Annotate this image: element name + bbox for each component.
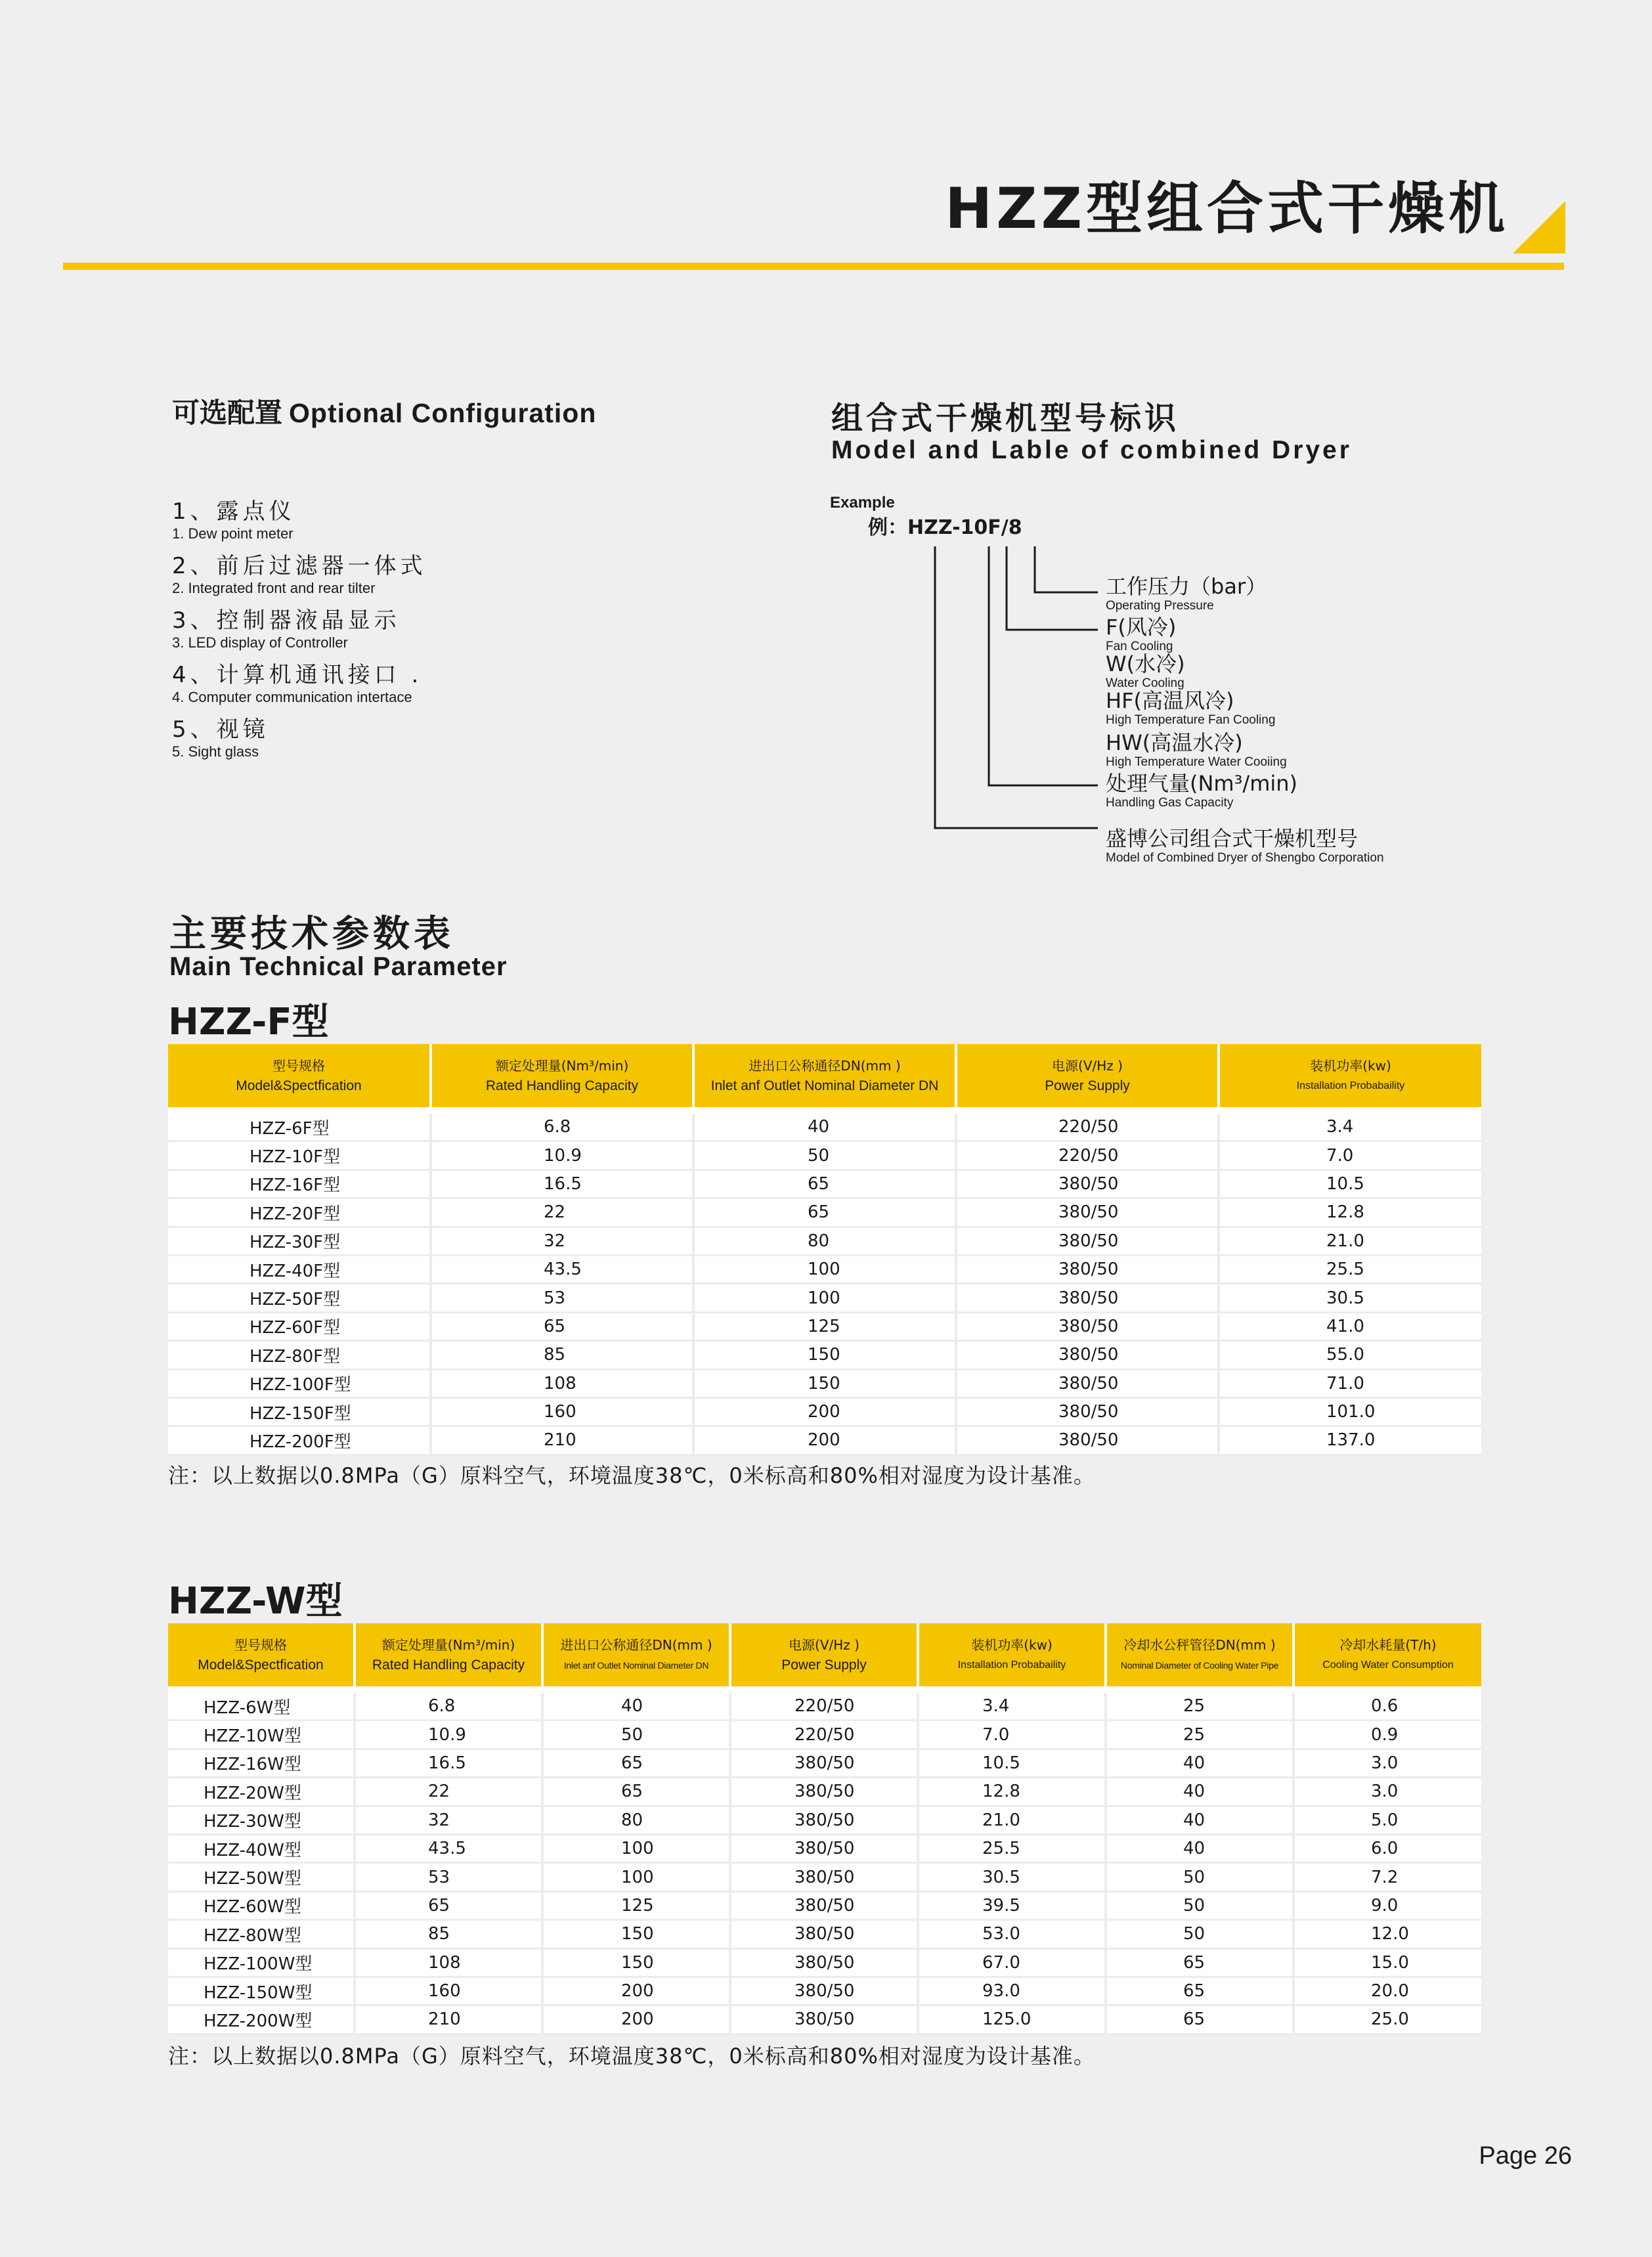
table-cell: 40 xyxy=(1106,1778,1293,1806)
example-label: Example xyxy=(830,494,895,512)
table-cell: 50 xyxy=(1106,1863,1293,1891)
table-f-title: HZZ-F型 xyxy=(168,1001,329,1043)
table-cell: 100 xyxy=(693,1255,956,1283)
table-cell: 30.5 xyxy=(918,1863,1106,1891)
table-cell: 100 xyxy=(542,1863,730,1891)
col-header-model: 型号规格 Model&Spectfication xyxy=(168,1623,355,1690)
table-cell: 65 xyxy=(1106,1948,1293,1977)
table-cell: 80 xyxy=(542,1806,730,1834)
table-cell: HZZ-6F型 xyxy=(168,1110,431,1141)
label-water-cooling: W(水冷) Water Cooling xyxy=(1106,651,1185,690)
hzz-f-table xyxy=(168,1044,1481,1456)
table-cell: HZZ-16W型 xyxy=(168,1749,355,1777)
table-cell: 380/50 xyxy=(956,1397,1219,1426)
table-cell: 380/50 xyxy=(956,1284,1219,1312)
table-cell: 12.8 xyxy=(918,1778,1106,1806)
option-en: 3. LED display of Controller xyxy=(172,634,348,651)
table-row xyxy=(168,1863,1481,1891)
table-cell: HZZ-150W型 xyxy=(168,1977,355,2005)
table-cell: HZZ-16F型 xyxy=(168,1170,431,1198)
table-cell: 160 xyxy=(431,1397,693,1426)
table-cell: 380/50 xyxy=(956,1198,1219,1227)
table-cell: 125 xyxy=(542,1891,730,1919)
table-cell: HZZ-50W型 xyxy=(168,1863,355,1891)
table-cell: 150 xyxy=(542,1948,730,1977)
table-cell: 3.0 xyxy=(1293,1749,1481,1777)
table-cell: 25 xyxy=(1106,1720,1293,1749)
table-row xyxy=(168,1948,1481,1977)
table-cell: 6.8 xyxy=(431,1110,693,1141)
table-cell: 380/50 xyxy=(956,1227,1219,1255)
table-cell: 85 xyxy=(355,1920,542,1948)
table-cell: 0.9 xyxy=(1293,1720,1481,1749)
table-cell: 380/50 xyxy=(956,1255,1219,1283)
table-cell: 40 xyxy=(542,1690,730,1720)
table-cell: 7.0 xyxy=(1219,1141,1481,1170)
table-row xyxy=(168,1170,1481,1198)
table-cell: 12.8 xyxy=(1219,1198,1481,1227)
table-cell: HZZ-100W型 xyxy=(168,1948,355,1977)
table-cell: HZZ-150F型 xyxy=(168,1397,431,1426)
table-cell: 10.9 xyxy=(355,1720,542,1749)
table-row xyxy=(168,2005,1481,2034)
table-cell: 93.0 xyxy=(918,1977,1106,2005)
table-w-note: 注：以上数据以0.8MPa（G）原料空气，环境温度38℃，0米标高和80%相对湿度为设计基准。 xyxy=(168,2044,1095,2069)
label-high-temp-fan-cooling: HF(高温风冷) High Temperature Fan Cooling xyxy=(1106,688,1276,727)
col-header-installed-power: 装机功率(kw) Installation Probabaility xyxy=(1219,1044,1481,1110)
label-fan-cooling: F(风冷) Fan Cooling xyxy=(1106,615,1177,653)
table-cell: 80 xyxy=(693,1227,956,1255)
table-cell: 380/50 xyxy=(730,2005,918,2034)
table-cell: HZZ-100F型 xyxy=(168,1369,431,1397)
table-header-row xyxy=(168,1623,1481,1690)
table-cell: 101.0 xyxy=(1219,1397,1481,1426)
table-cell: 200 xyxy=(693,1397,956,1426)
table-cell: 65 xyxy=(542,1778,730,1806)
table-f-note: 注：以上数据以0.8MPa（G）原料空气，环境温度38℃，0米标高和80%相对湿度为设计基准。 xyxy=(168,1463,1095,1488)
table-cell: 9.0 xyxy=(1293,1891,1481,1919)
col-header-capacity: 额定处理量(Nm³/min) Rated Handling Capacity xyxy=(431,1044,693,1110)
table-cell: 65 xyxy=(542,1749,730,1777)
option-cn: 2、前后过滤器一体式 xyxy=(172,553,427,579)
table-cell: 53 xyxy=(355,1863,542,1891)
col-header-cooling-pipe-diameter: 冷却水公秤管径DN(mm ) Nominal Diameter of Cooling Water Pipe xyxy=(1106,1623,1293,1690)
col-header-diameter: 进出口公称通径DN(mm ) Inlet anf Outlet Nominal Diameter DN xyxy=(542,1623,730,1690)
col-header-model: 型号规格 Model&Spectfication xyxy=(168,1044,431,1110)
table-cell: 220/50 xyxy=(956,1141,1219,1170)
option-cn: 4、计算机通讯接口 . xyxy=(172,662,423,688)
hzz-w-table xyxy=(168,1623,1481,2035)
page-title: HZZ型组合式干燥机 xyxy=(945,176,1509,242)
table-cell: 380/50 xyxy=(730,1834,918,1862)
table-row xyxy=(168,1977,1481,2005)
table-cell: 210 xyxy=(431,1426,693,1455)
table-cell: 55.0 xyxy=(1219,1341,1481,1369)
table-cell: 380/50 xyxy=(730,1977,918,2005)
table-cell: 16.5 xyxy=(355,1749,542,1777)
label-operating-pressure: 工作压力（bar） Operating Pressure xyxy=(1106,574,1267,613)
table-row xyxy=(168,1720,1481,1749)
table-cell: 10.5 xyxy=(1219,1170,1481,1198)
table-f-body xyxy=(168,1110,1481,1455)
model-label-title-en: Model and Lable of combined Dryer xyxy=(831,436,1352,464)
table-cell: 32 xyxy=(431,1227,693,1255)
table-cell: 3.4 xyxy=(1219,1110,1481,1141)
table-cell: 7.0 xyxy=(918,1720,1106,1749)
table-cell: 200 xyxy=(542,1977,730,2005)
table-header-row xyxy=(168,1044,1481,1110)
table-row xyxy=(168,1426,1481,1455)
table-row xyxy=(168,1198,1481,1227)
table-cell: HZZ-6W型 xyxy=(168,1690,355,1720)
table-cell: 150 xyxy=(693,1369,956,1397)
option-en: 2. Integrated front and rear tilter xyxy=(172,580,376,596)
table-cell: HZZ-50F型 xyxy=(168,1284,431,1312)
table-cell: 21.0 xyxy=(918,1806,1106,1834)
table-cell: 65 xyxy=(693,1170,956,1198)
optional-config-title-cn: 可选配置 xyxy=(172,397,283,429)
table-cell: 380/50 xyxy=(730,1891,918,1919)
table-cell: 32 xyxy=(355,1806,542,1834)
table-cell: HZZ-30F型 xyxy=(168,1227,431,1255)
table-cell: HZZ-80W型 xyxy=(168,1920,355,1948)
table-cell: HZZ-80F型 xyxy=(168,1341,431,1369)
table-cell: 50 xyxy=(542,1720,730,1749)
table-row xyxy=(168,1834,1481,1862)
table-cell: 25 xyxy=(1106,1690,1293,1720)
table-cell: 40 xyxy=(1106,1834,1293,1862)
table-cell: 220/50 xyxy=(730,1690,918,1720)
table-cell: 67.0 xyxy=(918,1948,1106,1977)
table-cell: 125.0 xyxy=(918,2005,1106,2034)
option-en: 4. Computer communication intertace xyxy=(172,689,412,705)
table-row xyxy=(168,1749,1481,1777)
table-cell: 22 xyxy=(355,1778,542,1806)
table-cell: 380/50 xyxy=(956,1312,1219,1340)
table-cell: 210 xyxy=(355,2005,542,2034)
table-cell: HZZ-30W型 xyxy=(168,1806,355,1834)
table-cell: 3.4 xyxy=(918,1690,1106,1720)
col-header-cooling-water-consumption: 冷却水耗量(T/h) Cooling Water Consumption xyxy=(1293,1623,1481,1690)
table-cell: 220/50 xyxy=(956,1110,1219,1141)
main-parameter-title-cn: 主要技术参数表 xyxy=(169,913,454,955)
table-cell: 40 xyxy=(1106,1749,1293,1777)
table-cell: 108 xyxy=(355,1948,542,1977)
table-row xyxy=(168,1341,1481,1369)
table-cell: HZZ-10W型 xyxy=(168,1720,355,1749)
table-cell: 5.0 xyxy=(1293,1806,1481,1834)
table-cell: 220/50 xyxy=(730,1720,918,1749)
option-cn: 5、视镜 xyxy=(172,716,269,743)
table-cell: 85 xyxy=(431,1341,693,1369)
table-cell: 380/50 xyxy=(730,1806,918,1834)
table-cell: 39.5 xyxy=(918,1891,1106,1919)
table-cell: 41.0 xyxy=(1219,1312,1481,1340)
main-parameter-title-en: Main Technical Parameter xyxy=(169,952,508,981)
optional-config-title-en: Optional Configuration xyxy=(289,398,597,428)
table-cell: 108 xyxy=(431,1369,693,1397)
table-cell: 40 xyxy=(693,1110,956,1141)
table-cell: 50 xyxy=(1106,1891,1293,1919)
table-cell: 380/50 xyxy=(730,1863,918,1891)
table-cell: 25.0 xyxy=(1293,2005,1481,2034)
table-cell: 50 xyxy=(693,1141,956,1170)
table-cell: 53 xyxy=(431,1284,693,1312)
table-row xyxy=(168,1690,1481,1720)
table-cell: 125 xyxy=(693,1312,956,1340)
label-high-temp-water-cooling: HW(高温水冷) High Temperature Water Cooiing xyxy=(1106,730,1287,769)
table-cell: HZZ-40W型 xyxy=(168,1834,355,1862)
table-cell: 380/50 xyxy=(956,1170,1219,1198)
table-cell: 380/50 xyxy=(730,1948,918,1977)
table-cell: 380/50 xyxy=(956,1369,1219,1397)
table-cell: HZZ-200W型 xyxy=(168,2005,355,2034)
table-cell: 50 xyxy=(1106,1920,1293,1948)
table-cell: 43.5 xyxy=(355,1834,542,1862)
col-header-power-supply: 电源(V/Hz ) Power Supply xyxy=(730,1623,918,1690)
table-cell: HZZ-40F型 xyxy=(168,1255,431,1283)
table-cell: 200 xyxy=(693,1426,956,1455)
table-w-body xyxy=(168,1690,1481,2034)
table-cell: 380/50 xyxy=(730,1920,918,1948)
table-cell: HZZ-60F型 xyxy=(168,1312,431,1340)
table-cell: 20.0 xyxy=(1293,1977,1481,2005)
table-cell: 25.5 xyxy=(918,1834,1106,1862)
table-row xyxy=(168,1920,1481,1948)
model-label-title-cn: 组合式干燥机型号标识 xyxy=(831,400,1180,437)
table-cell: 22 xyxy=(431,1198,693,1227)
option-en: 5. Sight glass xyxy=(172,743,259,760)
table-cell: 160 xyxy=(355,1977,542,2005)
option-en: 1. Dew point meter xyxy=(172,525,293,542)
table-cell: HZZ-60W型 xyxy=(168,1891,355,1919)
table-cell: 10.5 xyxy=(918,1749,1106,1777)
table-cell: 380/50 xyxy=(956,1426,1219,1455)
table-cell: 65 xyxy=(1106,1977,1293,2005)
table-cell: 200 xyxy=(542,2005,730,2034)
col-header-installed-power: 装机功率(kw) Installation Probabaility xyxy=(918,1623,1106,1690)
table-row xyxy=(168,1227,1481,1255)
table-cell: 380/50 xyxy=(956,1341,1219,1369)
label-dryer-model: 盛博公司组合式干燥机型号 Model of Combined Dryer of Shengbo Corporation xyxy=(1106,826,1384,865)
table-cell: HZZ-10F型 xyxy=(168,1141,431,1170)
table-cell: 10.9 xyxy=(431,1141,693,1170)
table-cell: 65 xyxy=(693,1198,956,1227)
table-cell: 40 xyxy=(1106,1806,1293,1834)
table-cell: 25.5 xyxy=(1219,1255,1481,1283)
table-cell: 12.0 xyxy=(1293,1920,1481,1948)
table-cell: 6.0 xyxy=(1293,1834,1481,1862)
table-cell: 16.5 xyxy=(431,1170,693,1198)
table-row xyxy=(168,1397,1481,1426)
table-cell: 43.5 xyxy=(431,1255,693,1283)
table-row xyxy=(168,1806,1481,1834)
table-cell: 65 xyxy=(1106,2005,1293,2034)
table-cell: 30.5 xyxy=(1219,1284,1481,1312)
table-row xyxy=(168,1141,1481,1170)
table-cell: 137.0 xyxy=(1219,1426,1481,1455)
table-w-title: HZZ-W型 xyxy=(168,1580,343,1623)
option-cn: 3、控制器液晶显示 xyxy=(172,607,401,634)
table-cell: 3.0 xyxy=(1293,1778,1481,1806)
table-cell: 0.6 xyxy=(1293,1690,1481,1720)
table-row xyxy=(168,1312,1481,1340)
table-cell: 15.0 xyxy=(1293,1948,1481,1977)
col-header-capacity: 额定处理量(Nm³/min) Rated Handling Capacity xyxy=(355,1623,542,1690)
table-cell: 21.0 xyxy=(1219,1227,1481,1255)
table-cell: HZZ-20W型 xyxy=(168,1778,355,1806)
label-handling-gas-capacity: 处理气量(Nm³/min) Handling Gas Capacity xyxy=(1106,771,1298,810)
example-code: 例：HZZ-10F/8 xyxy=(868,516,1022,539)
table-cell: 71.0 xyxy=(1219,1369,1481,1397)
col-header-diameter: 进出口公称通径DN(mm ) Inlet anf Outlet Nominal Diameter DN xyxy=(693,1044,956,1110)
table-row xyxy=(168,1369,1481,1397)
table-cell: 100 xyxy=(542,1834,730,1862)
table-row xyxy=(168,1891,1481,1919)
table-cell: HZZ-20F型 xyxy=(168,1198,431,1227)
table-cell: 7.2 xyxy=(1293,1863,1481,1891)
table-row xyxy=(168,1255,1481,1283)
table-row xyxy=(168,1284,1481,1312)
page-number: Page 26 xyxy=(1479,2142,1572,2170)
table-cell: HZZ-200F型 xyxy=(168,1426,431,1455)
option-cn: 1、露点仪 xyxy=(172,498,295,525)
table-cell: 53.0 xyxy=(918,1920,1106,1948)
table-cell: 150 xyxy=(542,1920,730,1948)
table-cell: 380/50 xyxy=(730,1749,918,1777)
table-cell: 6.8 xyxy=(355,1690,542,1720)
table-cell: 100 xyxy=(693,1284,956,1312)
table-cell: 65 xyxy=(355,1891,542,1919)
table-cell: 380/50 xyxy=(730,1778,918,1806)
table-row xyxy=(168,1778,1481,1806)
table-row xyxy=(168,1110,1481,1141)
table-cell: 65 xyxy=(431,1312,693,1340)
col-header-power-supply: 电源(V/Hz ) Power Supply xyxy=(956,1044,1219,1110)
table-cell: 150 xyxy=(693,1341,956,1369)
